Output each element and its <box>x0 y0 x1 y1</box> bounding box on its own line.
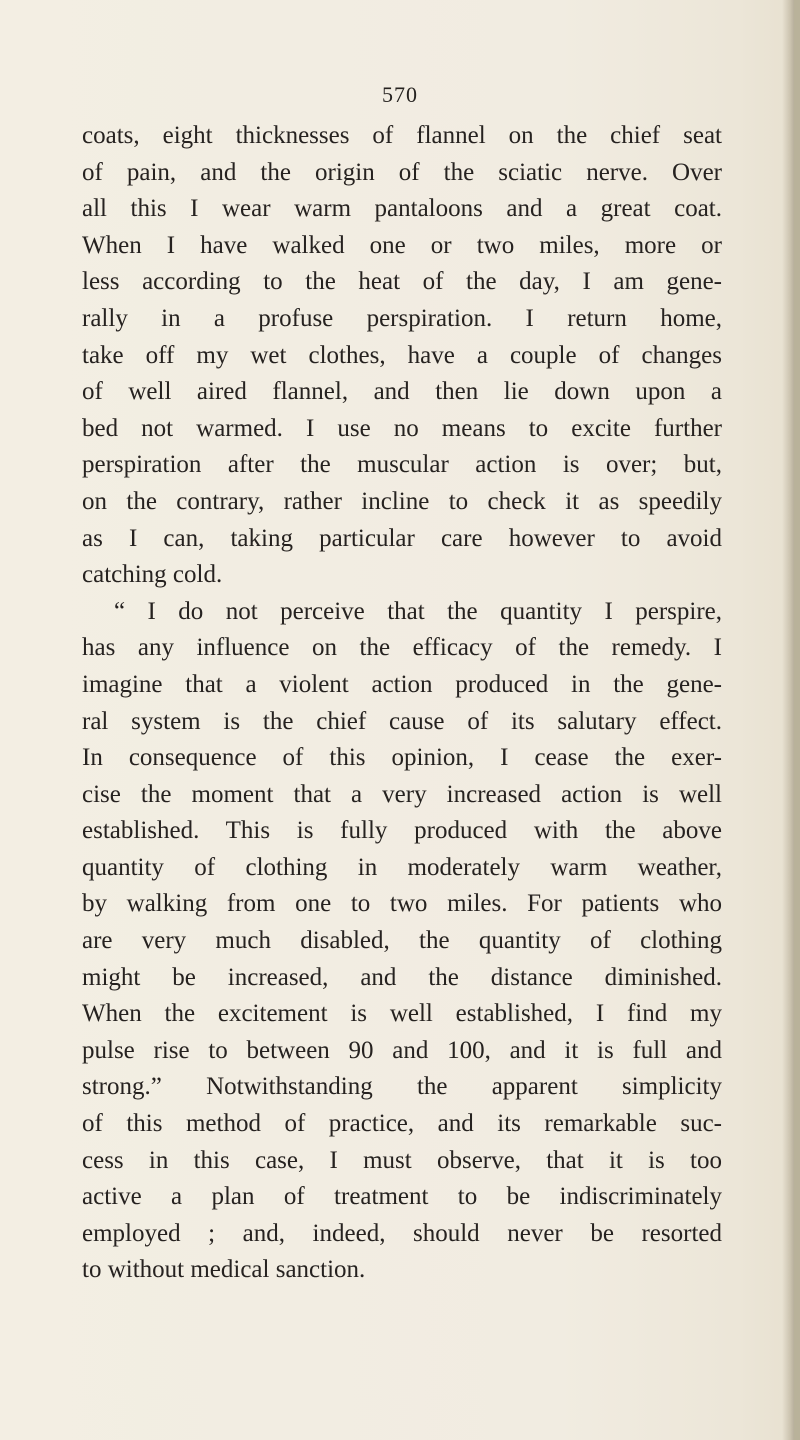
text-line: ral system is the chief cause of its salutary effect. <box>82 707 722 735</box>
body-text <box>82 118 722 1289</box>
text-line: active a plan of treatment to be indiscriminately <box>82 1183 722 1211</box>
text-line: all this I wear warm pantaloons and a great coat. <box>82 195 722 223</box>
text-line: perspiration after the muscular action is over; but, <box>82 451 722 479</box>
text-line: employed ; and, indeed, should never be resorted <box>82 1219 722 1247</box>
text-line: “ I do not perceive that the quantity I perspire, <box>114 597 722 625</box>
text-line: of this method of practice, and its remarkable suc- <box>82 1110 722 1138</box>
text-line: of well aired flannel, and then lie down upon a <box>82 378 722 406</box>
text-line: strong.” Notwithstanding the apparent simplicity <box>82 1073 722 1101</box>
text-line: by walking from one to two miles. For patients who <box>82 890 722 918</box>
page-number: 570 <box>382 82 418 107</box>
text-line: When the excitement is well established, I find my <box>82 1000 722 1028</box>
text-line: to without medical sanction. <box>82 1256 366 1284</box>
text-line: coats, eight thicknesses of flannel on the chief seat <box>82 122 722 149</box>
text-line: are very much disabled, the quantity of clothing <box>82 927 722 955</box>
text-line: established. This is fully produced with the above <box>82 817 722 845</box>
text-line: less according to the heat of the day, I am gene- <box>82 268 722 296</box>
text-line: of pain, and the origin of the sciatic nerve. Over <box>82 158 722 186</box>
text-line: might be increased, and the distance diminished. <box>82 963 722 991</box>
text-line: quantity of clothing in moderately warm weather, <box>82 853 722 881</box>
text-line: pulse rise to between 90 and 100, and it is full and <box>82 1036 722 1064</box>
text-line: on the contrary, rather incline to check it as speedily <box>82 487 722 515</box>
text-line: as I can, taking particular care however to avoid <box>82 524 722 552</box>
text-line: catching cold. <box>82 561 223 589</box>
text-line: cise the moment that a very increased action is well <box>82 780 722 808</box>
text-line: take off my wet clothes, have a couple of changes <box>82 341 722 369</box>
text-line: rally in a profuse perspiration. I return home, <box>82 304 722 332</box>
text-line: cess in this case, I must observe, that it is too <box>82 1146 722 1174</box>
text-line: When I have walked one or two miles, more or <box>82 231 722 259</box>
text-line: imagine that a violent action produced in the gene- <box>82 670 722 698</box>
page-edge-strip <box>794 0 800 1440</box>
text-line: has any influence on the efficacy of the remedy. I <box>82 634 722 662</box>
text-line: bed not warmed. I use no means to excite further <box>82 414 722 442</box>
text-line: In consequence of this opinion, I cease the exer- <box>82 744 722 772</box>
